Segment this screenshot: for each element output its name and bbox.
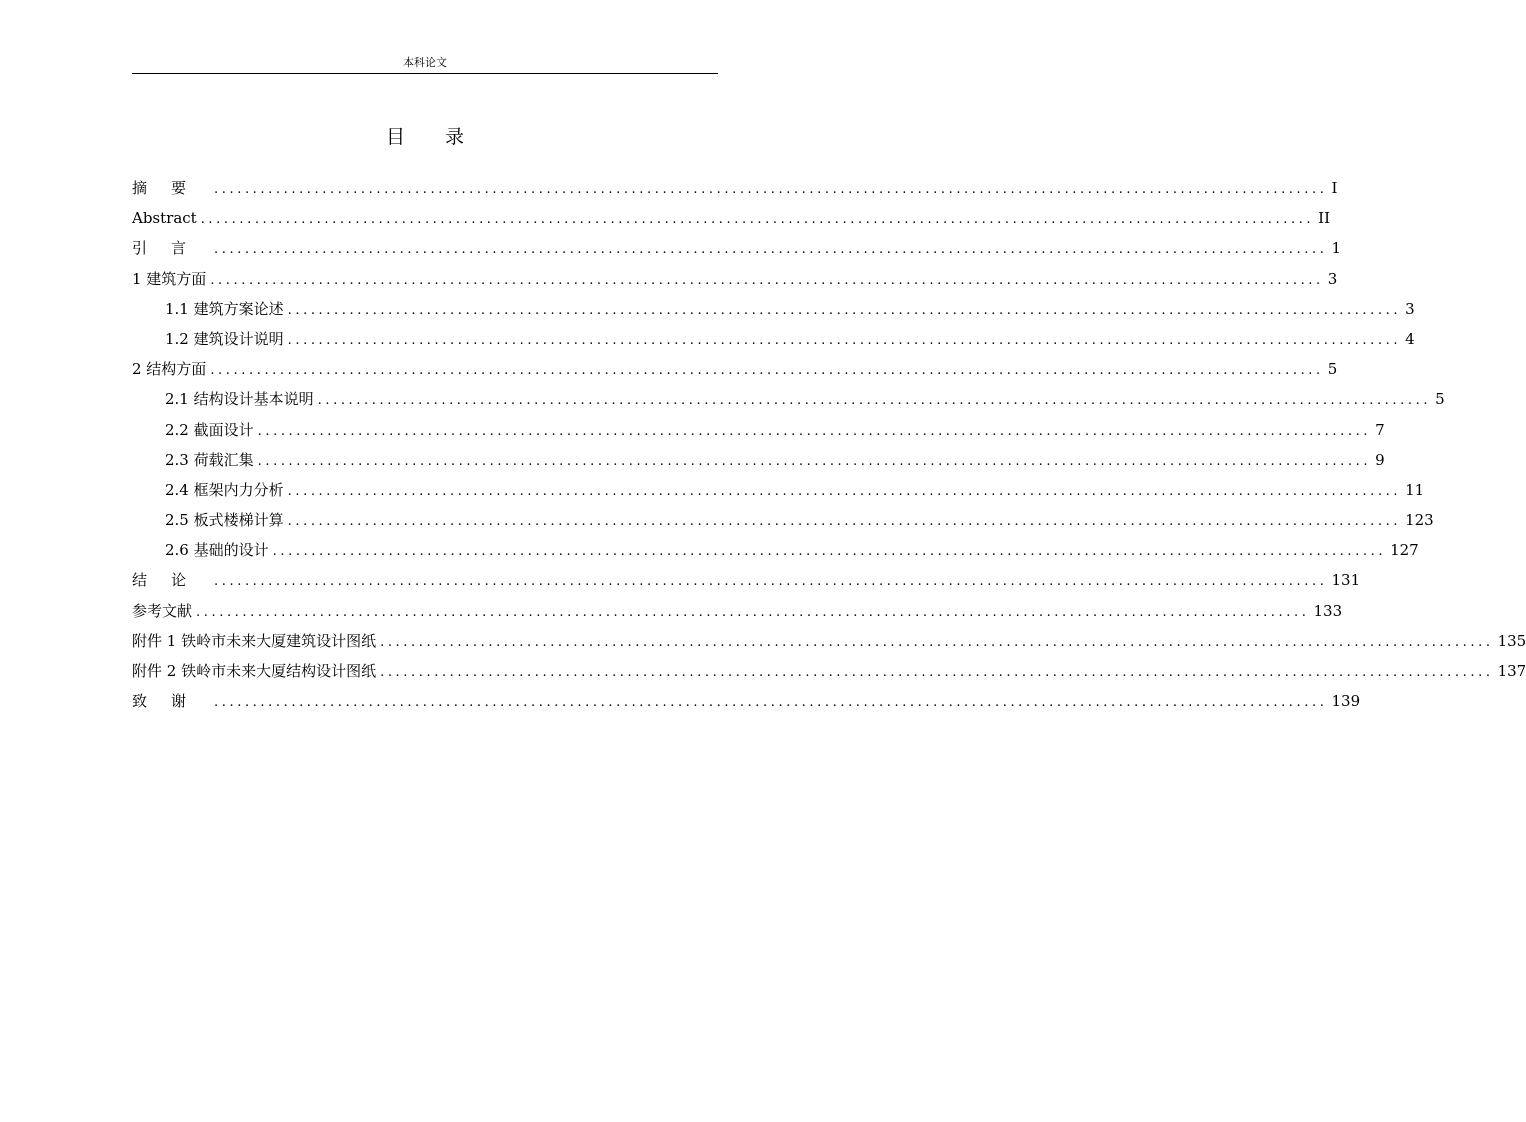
toc-leader: ................................................................................................................................................ bbox=[257, 453, 1372, 469]
toc-entry[interactable] bbox=[132, 354, 1338, 384]
toc-entry[interactable] bbox=[132, 203, 1331, 233]
toc-leader: ................................................................................................................................................ bbox=[287, 332, 1402, 348]
toc-entry-page: 137 bbox=[1497, 662, 1526, 680]
toc-entry[interactable] bbox=[132, 565, 1361, 595]
toc-entry[interactable] bbox=[132, 686, 1361, 716]
toc-leader: ................................................................................................................................................ bbox=[214, 574, 1328, 590]
toc-entry-label: 2 结构方面 bbox=[132, 360, 207, 379]
toc-entry-label: 2.4 框架内力分析 bbox=[165, 480, 284, 499]
toc-entry-page: 5 bbox=[1327, 360, 1338, 379]
toc-leader: ................................................................................................................................................ bbox=[257, 423, 1372, 439]
toc-leader: ................................................................................................................................................ bbox=[287, 302, 1402, 318]
toc-entry-page: 127 bbox=[1390, 541, 1419, 560]
toc-entry[interactable] bbox=[132, 535, 1419, 565]
toc-entry-page: 3 bbox=[1327, 269, 1338, 288]
toc-leader: ................................................................................................................................................ bbox=[287, 514, 1402, 530]
toc-entry-page: 9 bbox=[1375, 450, 1385, 469]
toc-entry-label: 结论 bbox=[132, 571, 211, 590]
toc-entry[interactable] bbox=[132, 384, 1445, 414]
toc-entry-page: 3 bbox=[1405, 299, 1415, 318]
toc-entry-page: 1 bbox=[1331, 239, 1342, 258]
toc-entry[interactable] bbox=[132, 264, 1338, 294]
toc-entry-page: 5 bbox=[1435, 390, 1445, 409]
toc-leader: ................................................................................................................................................ bbox=[210, 272, 1324, 288]
toc-leader: ................................................................................................................................................ bbox=[380, 665, 1494, 680]
toc-entry-page: 123 bbox=[1405, 511, 1434, 530]
toc-entry[interactable] bbox=[132, 626, 1526, 656]
toc-entry[interactable] bbox=[132, 415, 1385, 445]
toc-entry[interactable] bbox=[132, 656, 1526, 686]
toc-entry[interactable] bbox=[132, 294, 1415, 324]
toc-entry-label: 2.1 结构设计基本说明 bbox=[165, 390, 314, 409]
toc-entry-label: 2.5 板式楼梯计算 bbox=[165, 511, 284, 530]
toc-entry-page: 7 bbox=[1375, 420, 1385, 439]
toc-entry-label: 1 建筑方面 bbox=[132, 269, 207, 288]
toc-entry-label: 附件 2 铁岭市未来大厦结构设计图纸 bbox=[132, 662, 377, 680]
toc-entry-page: 133 bbox=[1313, 601, 1343, 620]
toc-entry-label: 1.1 建筑方案论述 bbox=[165, 299, 284, 318]
toc-entry[interactable] bbox=[132, 596, 1343, 626]
toc-entry[interactable] bbox=[132, 324, 1415, 354]
toc-leader: ................................................................................................................................................ bbox=[196, 604, 1310, 620]
toc-entry[interactable] bbox=[132, 475, 1425, 505]
toc-entry-page: 135 bbox=[1497, 631, 1526, 650]
toc-leader: ................................................................................................................................................ bbox=[200, 212, 1315, 228]
page-header: 本科论文 bbox=[403, 56, 447, 69]
toc-leader: ................................................................................................................................................ bbox=[317, 393, 1432, 409]
toc-entry-label: 摘要 bbox=[132, 179, 211, 197]
toc-leader: ................................................................................................................................................ bbox=[214, 242, 1328, 258]
toc-leader: ................................................................................................................................................ bbox=[272, 544, 1387, 560]
toc-entry-page: 11 bbox=[1405, 480, 1425, 499]
toc-title: 目录 bbox=[385, 126, 504, 148]
toc-entry-label: 附件 1 铁岭市未来大厦建筑设计图纸 bbox=[132, 631, 377, 650]
toc-entry[interactable] bbox=[132, 233, 1342, 263]
toc-entry-label: 2.6 基础的设计 bbox=[165, 541, 269, 560]
toc-entry[interactable] bbox=[132, 445, 1385, 475]
toc-entry-label: 2.2 截面设计 bbox=[165, 420, 254, 439]
toc-entry-label: 参考文献 bbox=[132, 601, 193, 620]
toc-entry-label: 2.3 荷载汇集 bbox=[165, 450, 254, 469]
toc-leader: ................................................................................................................................................ bbox=[214, 695, 1328, 711]
header-rule bbox=[132, 73, 718, 74]
toc-leader: ................................................................................................................................................ bbox=[380, 634, 1494, 650]
toc-entry-label: Abstract bbox=[132, 209, 197, 228]
toc-leader: ................................................................................................................................................ bbox=[214, 182, 1328, 197]
toc-entry-page: I bbox=[1331, 179, 1338, 197]
toc-entry-page: 131 bbox=[1331, 571, 1361, 590]
toc-entry-label: 致谢 bbox=[132, 692, 211, 711]
toc-entry-label: 1.2 建筑设计说明 bbox=[165, 329, 284, 348]
toc-entry-page: 4 bbox=[1405, 329, 1415, 348]
toc-entry[interactable] bbox=[132, 505, 1434, 535]
toc-entry-page: 139 bbox=[1331, 692, 1361, 711]
toc-entry-label: 引言 bbox=[132, 239, 211, 258]
table-of-contents bbox=[132, 173, 1526, 716]
toc-leader: ................................................................................................................................................ bbox=[287, 483, 1402, 499]
toc-leader: ................................................................................................................................................ bbox=[210, 363, 1324, 379]
toc-entry[interactable] bbox=[132, 173, 1338, 203]
toc-entry-page: II bbox=[1318, 209, 1331, 228]
